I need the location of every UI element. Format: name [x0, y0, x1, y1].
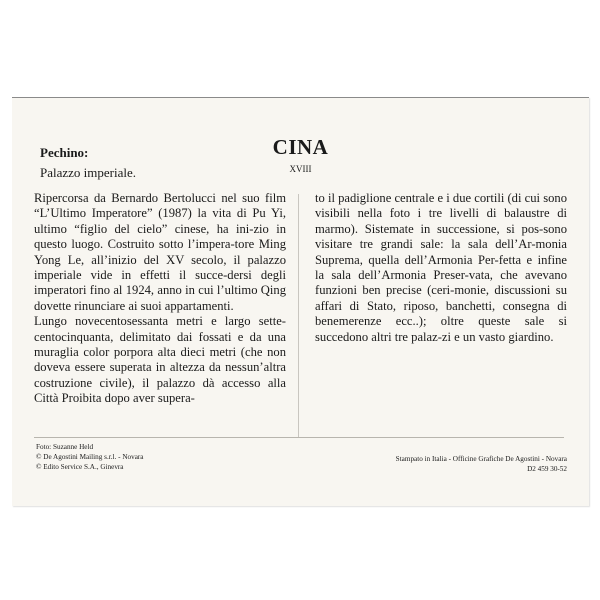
- printer-credits: [396, 454, 567, 474]
- copyright-line: © De Agostini Mailing s.r.l. - Novara: [36, 453, 144, 461]
- photo-credit: Foto: Suzanne Held: [36, 443, 94, 451]
- catalog-code: D2 459 30-52: [527, 465, 567, 473]
- paragraph: Lungo novecentosessanta metri e largo sette-centocinquanta, delimitato dai fossati e da una muraglia color porpora alta dieci metri (che non doveva essere superata in altezza da nessun’altra costruzione civile), il palazzo dà accesso alla Città Proibita dopo aver supera-: [34, 314, 286, 406]
- column-divider: [298, 194, 299, 437]
- place-heading: Pechino:: [40, 145, 89, 160]
- postcard-back: [12, 97, 589, 506]
- copyright-line: © Edito Service S.A., Ginevra: [36, 463, 124, 471]
- printer-line: Stampato in Italia - Officine Grafiche De Agostini - Novara: [395, 455, 567, 463]
- card-number: XVIII: [289, 164, 312, 174]
- text-column-right: [315, 191, 567, 345]
- text-column-left: [34, 191, 286, 407]
- paragraph: Ripercorsa da Bernardo Bertolucci nel suo film “L’Ultimo Imperatore” (1987) la vita di Pu Yi, ultimo “figlio del cielo” cinese, ha ini-zio in questo luogo. Costruito sotto l’impera-tore Ming Yong Le, all’inizio del XV secolo, il palazzo imperiale vide in effetti il succe-dersi degli imperatori fino al 1924, anno in cui l’ultimo Qing dovette rinunciare ai suoi appartamenti.: [34, 191, 286, 313]
- photo-credits: [36, 442, 143, 472]
- footer-divider: [34, 437, 564, 438]
- paragraph: to il padiglione centrale e i due cortili (di cui sono visibili nella foto i tre livelli di balaustre di marmo). Sistemate in successione, si pos-sono visitare tre grandi sale: la sala dell’Ar-monia Suprema, quella dell’Armonia Per-fetta e infine la sala dell’Armonia Preser-vata, che avevano funzioni ben precise (ceri-monie, discussioni su affari di Stato, riposo, banchetti, consegna di benemerenze ecc..); oltre queste sale si succedono altri tre palaz-zi e un vasto giardino.: [315, 191, 567, 344]
- subject-caption: Palazzo imperiale.: [40, 165, 137, 180]
- country-title: CINA: [272, 135, 329, 159]
